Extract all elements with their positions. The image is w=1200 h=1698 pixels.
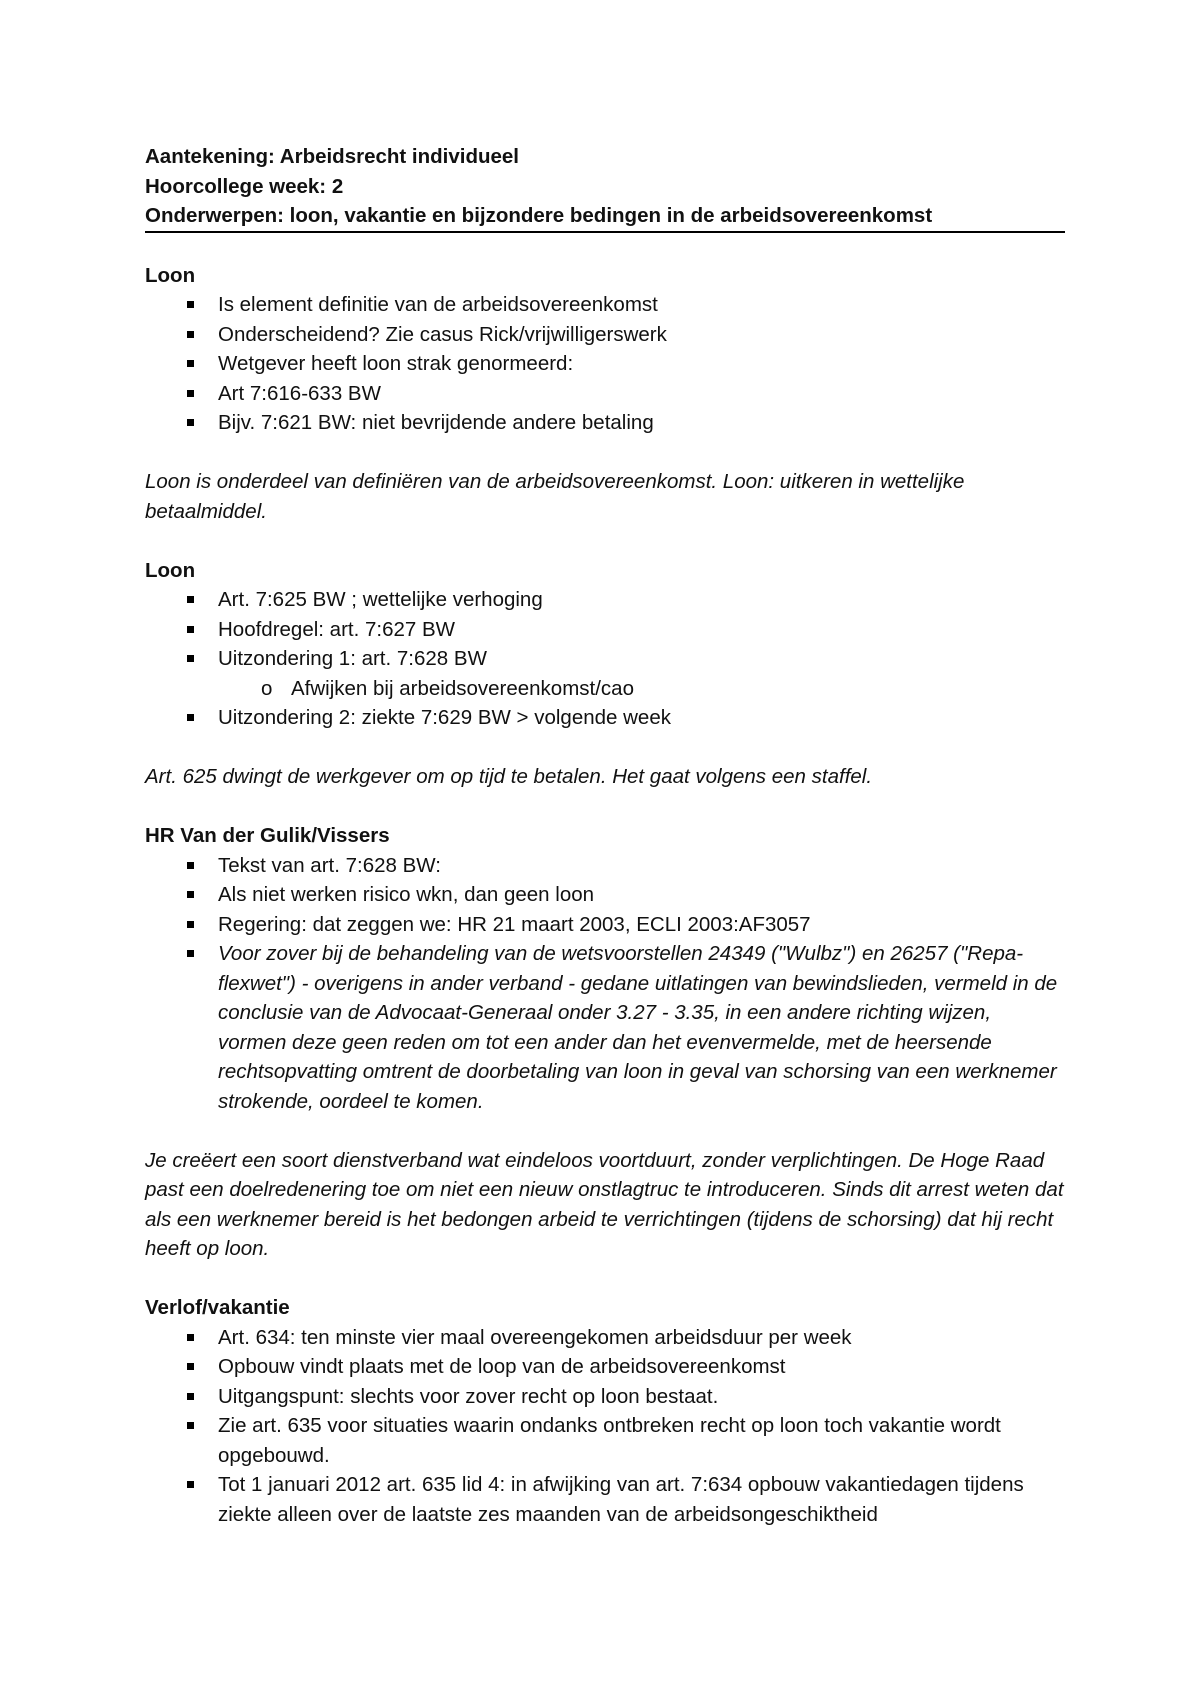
- list-item: Is element definitie van de arbeidsovereenkomst: [145, 290, 1065, 320]
- section-loon-1: [145, 261, 1065, 527]
- list-item: Uitzondering 2: ziekte 7:629 BW > volgende week: [145, 703, 1065, 733]
- list-item: Regering: dat zeggen we: HR 21 maart 2003, ECLI 2003:AF3057: [145, 910, 1065, 940]
- list-item: Wetgever heeft loon strak genormeerd:: [145, 349, 1065, 379]
- header-title: Aantekening: Arbeidsrecht individueel: [145, 145, 520, 168]
- bullet-list: [145, 290, 1065, 438]
- section-heading: Loon: [145, 263, 196, 287]
- document-header: [145, 142, 1065, 233]
- list-item: Opbouw vindt plaats met de loop van de arbeidsovereenkomst: [145, 1352, 1065, 1382]
- section-heading: HR Van der Gulik/Vissers: [145, 824, 390, 847]
- list-item: Als niet werken risico wkn, dan geen loon: [145, 880, 1065, 910]
- list-item: Uitgangspunt: slechts voor zover recht op loon bestaat.: [145, 1382, 1065, 1412]
- list-item: Onderscheidend? Zie casus Rick/vrijwilligerswerk: [145, 320, 1065, 350]
- list-item-quote: Voor zover bij de behandeling van de wetsvoorstellen 24349 ("Wulbz") en 26257 ("Repa-flexwet") - overigens in ander verband - gedane uitlatingen van bewindslieden, vermeld in de conclusie van de Advocaat-Generaal onder 3.27 - 3.35, in een andere richting wijzen, vormen deze geen reden om tot een ander dan het evenvermelde, met de heersende rechtsopvatting omtrent de doorbetaling van loon in geval van schorsing van een werknemer strokende, oordeel te komen.: [145, 939, 1065, 1116]
- italic-note: Loon is onderdeel van definiëren van de arbeidsovereenkomst. Loon: uitkeren in wettelijke betaalmiddel.: [145, 470, 965, 523]
- list-item: Hoofdregel: art. 7:627 BW: [145, 615, 1065, 645]
- section-heading: Verlof/vakantie: [145, 1296, 290, 1319]
- list-item: Bijv. 7:621 BW: niet bevrijdende andere betaling: [145, 408, 1065, 438]
- section-heading: Loon: [145, 558, 196, 582]
- header-topics: Onderwerpen: loon, vakantie en bijzondere bedingen in de arbeidsovereenkomst: [145, 204, 933, 227]
- italic-note: Art. 625 dwingt de werkgever om op tijd te betalen. Het gaat volgens een staffel.: [145, 765, 873, 788]
- bullet-list: [145, 585, 1065, 733]
- section-hr-van-der-gulik: [145, 821, 1065, 1264]
- document-page: [145, 142, 1065, 1559]
- bullet-list: [145, 851, 1065, 1117]
- list-item: Zie art. 635 voor situaties waarin ondanks ontbreken recht op loon toch vakantie wordt opgebouwd.: [145, 1411, 1065, 1470]
- header-week: Hoorcollege week: 2: [145, 174, 344, 198]
- section-loon-2: [145, 556, 1065, 792]
- list-item: Tekst van art. 7:628 BW:: [145, 851, 1065, 881]
- list-item-text: Uitzondering 1: art. 7:628 BW: [218, 647, 487, 670]
- sub-list-item: o Afwijken bij arbeidsovereenkomst/cao: [218, 674, 1065, 704]
- list-item: Art. 7:625 BW ; wettelijke verhoging: [145, 585, 1065, 615]
- list-item: Art. 634: ten minste vier maal overeengekomen arbeidsduur per week: [145, 1323, 1065, 1353]
- list-item: [145, 644, 1065, 703]
- header-rule: [145, 231, 1065, 233]
- list-item: Art 7:616-633 BW: [145, 379, 1065, 409]
- section-verlof-vakantie: [145, 1293, 1065, 1529]
- italic-note: Je creëert een soort dienstverband wat eindeloos voortduurt, zonder verplichtingen. De Hoge Raad past een doelredenering toe om niet een nieuw onstlagtruc te introduceren. Sinds dit arrest weten dat als een werknemer bereid is het bedongen arbeid te verrichtingen (tijdens de schorsing) dat hij recht heeft op loon.: [145, 1148, 1064, 1260]
- list-item: Tot 1 januari 2012 art. 635 lid 4: in afwijking van art. 7:634 opbouw vakantiedagen tijdens ziekte alleen over de laatste zes maanden van de arbeidsongeschiktheid: [145, 1470, 1065, 1529]
- bullet-list: [145, 1323, 1065, 1530]
- sub-list: [218, 674, 1065, 704]
